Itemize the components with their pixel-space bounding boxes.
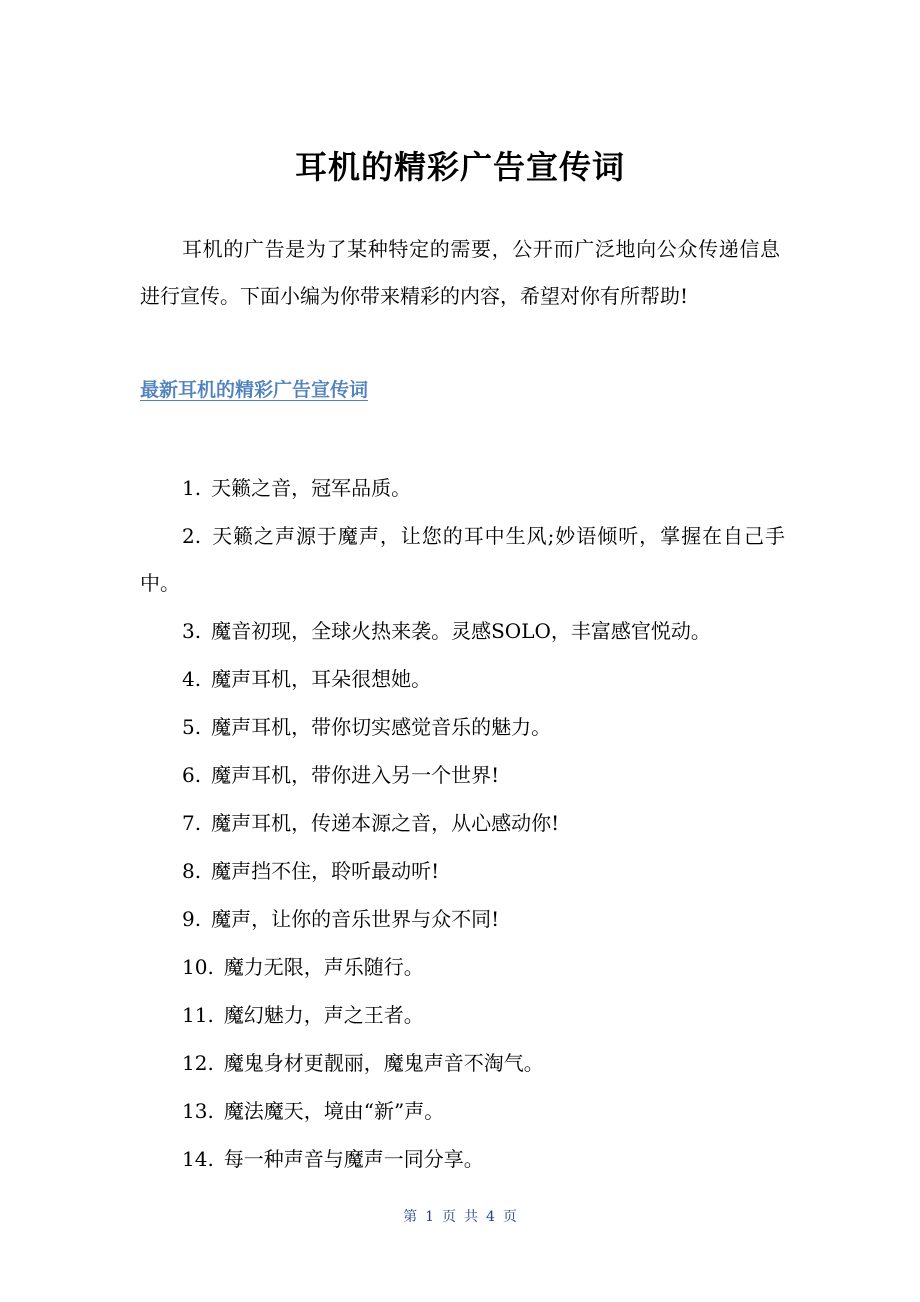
item-number: 14. — [182, 1147, 214, 1171]
item-number: 7. — [182, 811, 202, 835]
item-number: 2. — [182, 524, 202, 548]
item-number: 9. — [182, 907, 202, 931]
item-number: 1. — [182, 476, 202, 500]
page-footer — [0, 1206, 920, 1228]
list-item — [140, 1088, 785, 1135]
footer-total-pages: 4 — [486, 1209, 495, 1225]
document-title: 耳机的精彩广告宣传词 — [294, 148, 625, 186]
footer-current-page: 1 — [425, 1209, 434, 1225]
item-text: 魔声耳机，耳朵很想她。 — [211, 667, 432, 691]
item-number: 5. — [182, 715, 202, 739]
item-text: 天籁之音，冠军品质。 — [211, 476, 412, 500]
list-item — [140, 608, 785, 655]
footer-prefix: 第 — [403, 1209, 418, 1225]
footer-total-unit: 页 — [502, 1209, 517, 1225]
item-number: 12. — [182, 1051, 214, 1075]
list-item — [140, 992, 785, 1039]
item-text: 魔音初现，全球火热来袭。灵感SOLO，丰富感官悦动。 — [211, 619, 711, 643]
footer-page-unit: 页 — [442, 1209, 456, 1225]
item-number: 13. — [182, 1099, 214, 1123]
item-number: 8. — [182, 859, 202, 883]
item-text: 天籁之声源于魔声，让您的耳中生风;妙语倾听，掌握在自己手中。 — [140, 524, 785, 595]
slogan-list — [140, 465, 785, 1184]
item-text: 魔幻魅力，声之王者。 — [223, 1003, 424, 1027]
item-number: 6. — [182, 763, 202, 787]
list-item — [140, 800, 785, 847]
item-number: 4. — [182, 667, 202, 691]
list-item — [140, 704, 785, 751]
list-item — [140, 848, 785, 895]
list-item — [140, 465, 785, 512]
list-item — [140, 944, 785, 991]
list-item — [140, 752, 785, 799]
item-text: 魔声耳机，带你进入另一个世界! — [211, 763, 500, 787]
item-text: 魔法魔天，境由“新”声。 — [223, 1099, 445, 1123]
list-item — [140, 1136, 785, 1183]
item-text: 魔声耳机，传递本源之音，从心感动你! — [211, 811, 560, 835]
item-number: 11. — [182, 1003, 214, 1027]
list-item — [140, 513, 785, 607]
item-text: 魔声挡不住，聆听最动听! — [211, 859, 440, 883]
item-number: 10. — [182, 955, 214, 979]
item-text: 魔力无限，声乐随行。 — [223, 955, 424, 979]
list-item — [140, 896, 785, 943]
item-text: 每一种声音与魔声一同分享。 — [223, 1147, 484, 1171]
section-heading-link[interactable]: 最新耳机的精彩广告宣传词 — [140, 379, 369, 401]
item-text: 魔声耳机，带你切实感觉音乐的魅力。 — [211, 715, 552, 739]
list-item — [140, 656, 785, 703]
intro-paragraph: 耳机的广告是为了某种特定的需要，公开而广泛地向公众传递信息进行宣传。下面小编为你带来精彩的内容，希望对你有所帮助! — [140, 237, 780, 308]
list-item — [140, 1040, 785, 1087]
item-number: 3. — [182, 619, 202, 643]
item-text: 魔鬼身材更靓丽，魔鬼声音不淘气。 — [223, 1051, 544, 1075]
item-text: 魔声，让你的音乐世界与众不同! — [211, 907, 500, 931]
footer-total-prefix: 共 — [464, 1209, 478, 1225]
